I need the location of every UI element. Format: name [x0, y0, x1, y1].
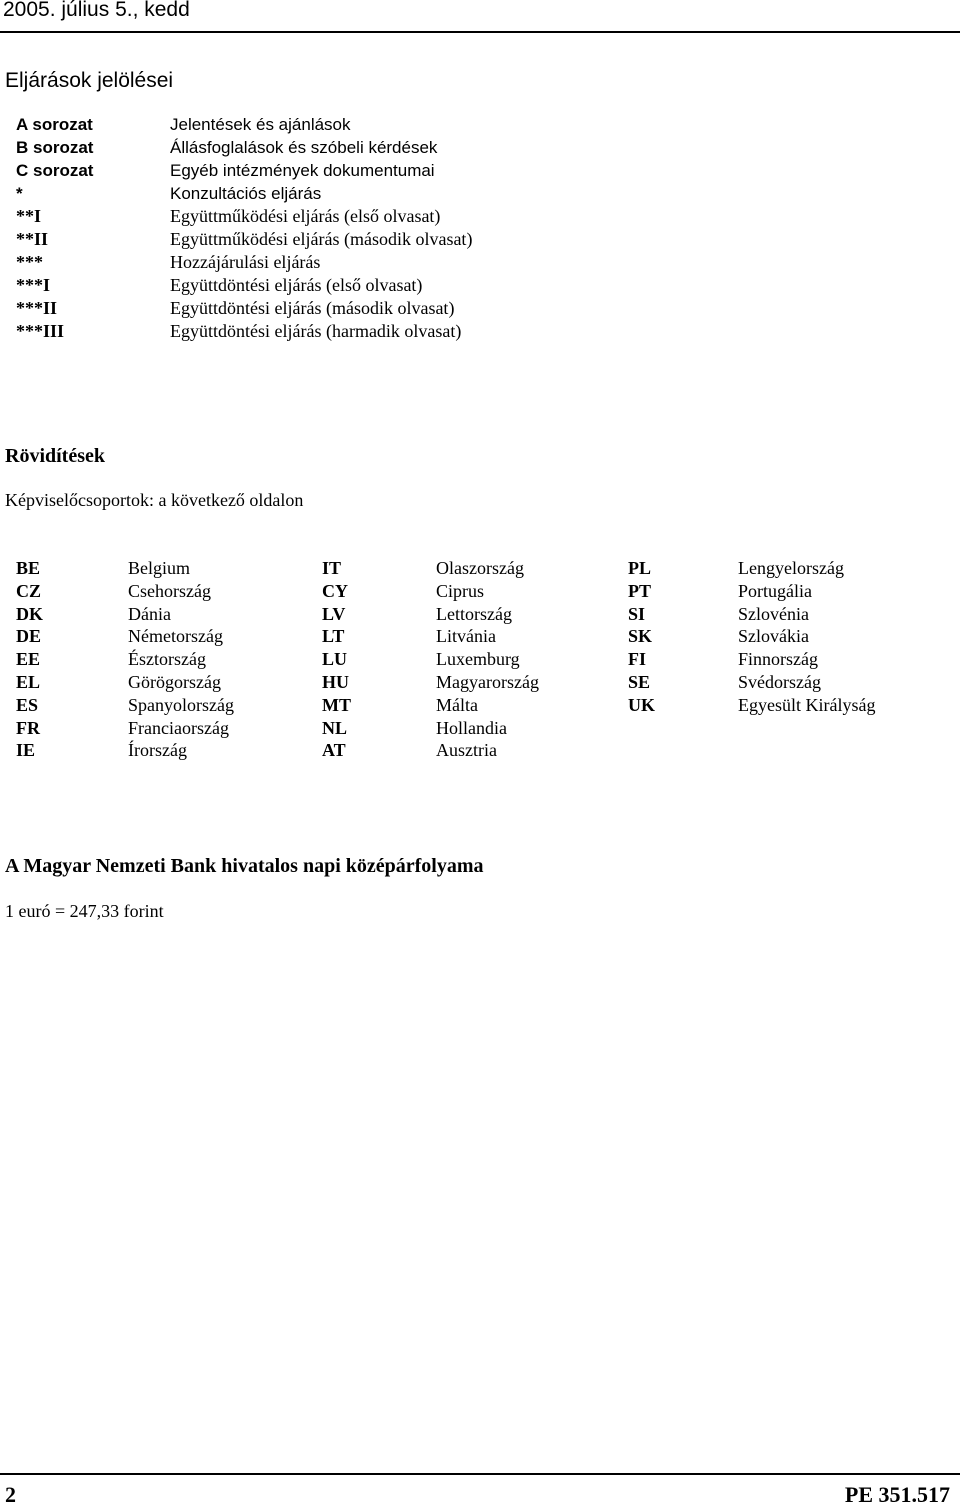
procedure-code: A sorozat [16, 115, 93, 134]
table-row [322, 603, 539, 626]
country-name: Svédország [738, 671, 821, 692]
footer-rule [0, 1473, 960, 1475]
country-column [322, 557, 539, 762]
country-name: Magyarország [436, 671, 539, 692]
country-name: Csehország [128, 580, 211, 601]
procedure-code: **I [16, 206, 42, 226]
table-row [16, 625, 234, 648]
page-number: 2 [5, 1482, 16, 1507]
country-name: Írország [128, 740, 187, 761]
country-code: CZ [16, 580, 42, 601]
country-code: FI [628, 649, 646, 670]
country-column [16, 557, 234, 762]
exchange-title: A Magyar Nemzeti Bank hivatalos napi középárfolyama [5, 855, 484, 877]
country-name: Portugália [738, 580, 812, 601]
list-item [16, 297, 472, 320]
country-name: Málta [436, 694, 478, 715]
country-code: ES [16, 694, 39, 715]
country-name: Észtország [128, 649, 206, 670]
procedure-desc: Együttdöntési eljárás (második olvasat) [170, 298, 455, 318]
country-code: CY [322, 580, 348, 601]
country-code: SI [628, 603, 646, 624]
country-name: Franciaország [128, 717, 229, 738]
country-name: Olaszország [436, 558, 524, 578]
country-code: DK [16, 603, 43, 624]
table-row [322, 625, 539, 648]
table-row [322, 580, 539, 603]
country-code: SE [628, 671, 651, 692]
procedure-code: B sorozat [16, 138, 94, 157]
country-name: Dánia [128, 603, 171, 624]
country-code: MT [322, 694, 351, 715]
country-code: NL [322, 717, 348, 738]
country-code: IE [16, 740, 36, 761]
procedure-desc: Együttdöntési eljárás (első olvasat) [170, 275, 423, 295]
table-row [628, 671, 875, 694]
country-name: Németország [128, 626, 223, 647]
groups-note: Képviselőcsoportok: a következő oldalon [5, 490, 304, 510]
country-code: PL [628, 558, 652, 578]
list-item [16, 274, 472, 297]
country-code: LU [322, 649, 348, 670]
country-name: Belgium [128, 558, 190, 578]
list-item [16, 182, 472, 205]
procedure-desc: Egyéb intézmények dokumentumai [170, 161, 435, 180]
procedure-desc: Állásfoglalások és szóbeli kérdések [170, 138, 438, 157]
country-name: Finnország [738, 649, 818, 670]
country-code: HU [322, 671, 349, 692]
country-name: Lettország [436, 603, 512, 624]
header-date: 2005. július 5., kedd [3, 0, 190, 21]
procedures-list [16, 113, 472, 343]
country-code: IT [322, 558, 342, 578]
table-row [628, 625, 875, 648]
country-column [628, 557, 875, 717]
table-row [322, 694, 539, 717]
country-code: UK [628, 694, 655, 715]
table-row [322, 557, 539, 580]
country-code: SK [628, 626, 653, 647]
country-name: Lengyelország [738, 558, 844, 578]
country-code: EE [16, 649, 41, 670]
table-row [16, 694, 234, 717]
country-name: Egyesült Királyság [738, 694, 876, 715]
procedure-code: ***I [16, 275, 51, 295]
country-code: BE [16, 558, 41, 578]
document-reference: PE 351.517 [844, 1482, 950, 1507]
country-name: Ciprus [436, 580, 485, 601]
table-row [322, 671, 539, 694]
list-item [16, 113, 472, 136]
country-name: Szlovákia [738, 626, 809, 647]
table-row [16, 557, 234, 580]
table-row [16, 648, 234, 671]
country-name: Spanyolország [128, 694, 234, 715]
procedure-code: C sorozat [16, 161, 94, 180]
procedure-code: ***III [16, 321, 65, 341]
country-name: Hollandia [436, 717, 507, 738]
procedure-desc: Együttdöntési eljárás (harmadik olvasat) [170, 321, 462, 341]
country-code: DE [16, 626, 42, 647]
header-rule [0, 31, 960, 33]
country-name: Litvánia [436, 626, 496, 647]
table-row [628, 580, 875, 603]
list-item [16, 159, 472, 182]
table-row [628, 557, 875, 580]
procedure-code: * [16, 184, 23, 203]
list-item [16, 228, 472, 251]
procedures-title: Eljárások jelölései [5, 69, 174, 92]
table-row [628, 603, 875, 626]
table-row [322, 739, 539, 762]
country-code: AT [322, 740, 346, 761]
table-row [16, 739, 234, 762]
procedure-desc: Együttműködési eljárás (második olvasat) [170, 229, 473, 249]
procedure-desc: Együttműködési eljárás (első olvasat) [170, 206, 441, 226]
list-item [16, 205, 472, 228]
procedure-desc: Jelentések és ajánlások [170, 115, 351, 134]
country-name: Luxemburg [436, 649, 520, 670]
country-name: Ausztria [436, 740, 497, 761]
table-row [16, 603, 234, 626]
list-item [16, 320, 472, 343]
country-name: Szlovénia [738, 603, 809, 624]
country-name: Görögország [128, 671, 221, 692]
procedure-code: ***II [16, 298, 58, 318]
table-row [322, 648, 539, 671]
country-code: FR [16, 717, 40, 738]
list-item [16, 251, 472, 274]
table-row [322, 717, 539, 740]
procedure-code: *** [16, 252, 43, 272]
procedure-desc: Konzultációs eljárás [170, 184, 322, 203]
procedure-code: **II [16, 229, 49, 249]
exchange-rate: 1 euró = 247,33 forint [5, 901, 164, 921]
table-row [16, 717, 234, 740]
procedure-desc: Hozzájárulási eljárás [170, 252, 321, 272]
country-code: LT [322, 626, 345, 647]
abbreviations-title: Rövidítések [5, 445, 105, 467]
country-code: LV [322, 603, 346, 624]
country-code: EL [16, 671, 41, 692]
table-row [628, 694, 875, 717]
table-row [16, 580, 234, 603]
table-row [628, 648, 875, 671]
table-row [16, 671, 234, 694]
country-code: PT [628, 580, 652, 601]
list-item [16, 136, 472, 159]
